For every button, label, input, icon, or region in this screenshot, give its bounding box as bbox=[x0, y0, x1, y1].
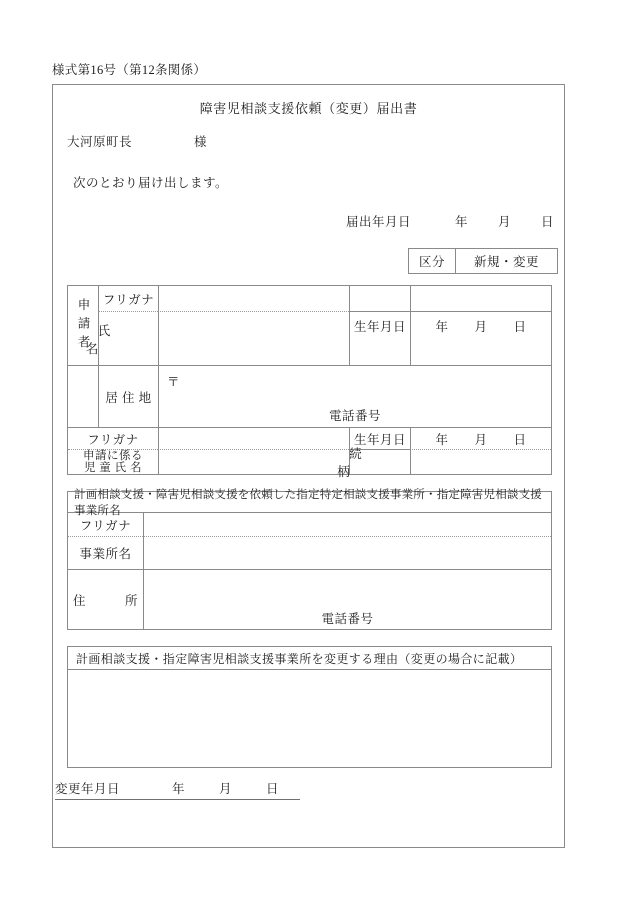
applicant-dob-day: 日 bbox=[513, 319, 527, 334]
child-name-label-line1: 申請に係る bbox=[83, 449, 143, 462]
change-date-label: 変更年月日 bbox=[55, 782, 121, 796]
applicant-address-label: 居 住 地 bbox=[105, 390, 152, 405]
addressee-name: 大河原町長 bbox=[67, 135, 133, 149]
applicant-name-value[interactable] bbox=[158, 312, 349, 366]
reason-header: 計画相談支援・指定障害児相談支援事業所を変更する理由（変更の場合に記載） bbox=[68, 647, 551, 670]
applicant-dob-year: 年 bbox=[435, 319, 449, 334]
office-header: 計画相談支援・障害児相談支援を依頼した指定特定相談支援事業所・指定障害児相談支援事業所名 bbox=[68, 492, 551, 513]
child-relation-value[interactable] bbox=[410, 450, 551, 474]
office-name-value[interactable] bbox=[143, 537, 551, 570]
applicant-section-label-continued bbox=[68, 366, 98, 428]
child-dob-value[interactable] bbox=[410, 428, 551, 450]
applicant-name-label: 氏 名 bbox=[85, 323, 172, 356]
change-date-month: 月 bbox=[219, 782, 233, 796]
applicant-address-value[interactable] bbox=[158, 366, 551, 428]
office-address-value[interactable] bbox=[143, 570, 551, 630]
kubun-box bbox=[408, 248, 558, 274]
office-name-label: 事業所名 bbox=[68, 537, 143, 570]
form-frame bbox=[52, 84, 565, 848]
applicant-section-label: 申請者 bbox=[68, 286, 98, 366]
child-dob-month: 月 bbox=[474, 432, 488, 447]
applicant-dob-month: 月 bbox=[474, 319, 488, 334]
change-date-line bbox=[55, 779, 300, 800]
applicant-dob-label: 生年月日 bbox=[349, 286, 410, 366]
office-furigana-label: フリガナ bbox=[68, 513, 143, 537]
applicant-dob-value[interactable] bbox=[410, 286, 551, 366]
submission-date-line bbox=[346, 212, 554, 230]
form-number: 様式第16号（第12条関係） bbox=[52, 63, 207, 77]
reason-table bbox=[67, 646, 552, 768]
office-name-row bbox=[68, 537, 551, 570]
applicant-furigana-label: フリガナ bbox=[98, 286, 158, 312]
applicant-residence-row bbox=[68, 366, 551, 428]
child-relation-label: 続 柄 bbox=[337, 447, 423, 479]
applicant-identity-row bbox=[68, 286, 551, 366]
office-address-row bbox=[68, 570, 551, 630]
child-furigana-row bbox=[68, 428, 551, 450]
child-furigana-label: フリガナ bbox=[68, 428, 158, 450]
office-address-label: 住 所 bbox=[72, 594, 138, 608]
lead-text: 次のとおり届け出します。 bbox=[73, 176, 229, 190]
change-date-year: 年 bbox=[172, 782, 186, 796]
child-name-value[interactable] bbox=[158, 450, 349, 474]
office-furigana-row bbox=[68, 513, 551, 537]
kubun-value[interactable]: 新規・変更 bbox=[473, 255, 539, 269]
change-date-day: 日 bbox=[266, 782, 280, 796]
office-tel-label: 電話番号 bbox=[321, 612, 374, 626]
child-dob-year: 年 bbox=[435, 432, 449, 447]
child-furigana-value[interactable] bbox=[158, 428, 349, 450]
submission-year-label: 年 bbox=[454, 215, 468, 229]
child-dob-label: 生年月日 bbox=[349, 428, 410, 450]
submission-month-label: 月 bbox=[497, 215, 511, 229]
child-dob-day: 日 bbox=[513, 432, 527, 447]
applicant-table bbox=[67, 285, 552, 479]
reason-value[interactable] bbox=[68, 670, 551, 768]
page-title: 障害児相談支援依頼（変更）届出書 bbox=[199, 101, 418, 116]
addressee-honorific: 様 bbox=[194, 135, 208, 149]
kubun-label: 区分 bbox=[409, 249, 456, 273]
applicant-tel-label: 電話番号 bbox=[328, 409, 381, 423]
submission-date-label: 届出年月日 bbox=[345, 215, 411, 229]
office-table bbox=[67, 491, 552, 630]
submission-day-label: 日 bbox=[540, 215, 554, 229]
child-name-row bbox=[68, 447, 551, 479]
child-name-label-line2: 児 童 氏 名 bbox=[83, 462, 143, 474]
office-furigana-value[interactable] bbox=[143, 513, 551, 537]
postal-mark-icon: 〒 bbox=[167, 375, 181, 389]
addressee-line bbox=[67, 132, 207, 150]
